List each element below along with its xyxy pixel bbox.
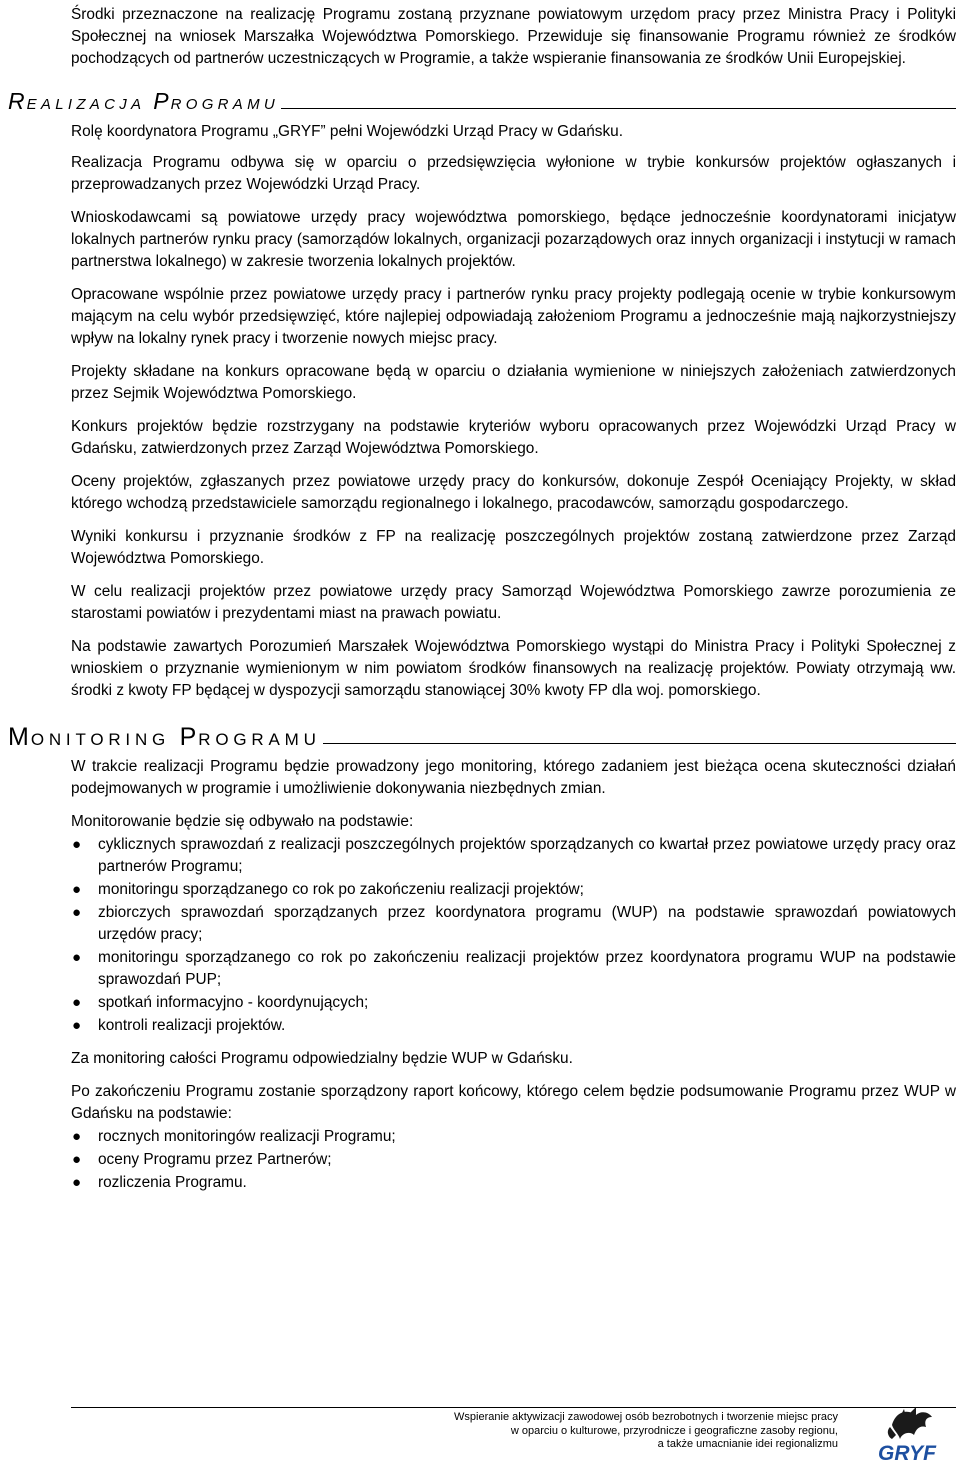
footer-line: a także umacnianie idei regionalizmu: [657, 1438, 838, 1450]
paragraph: W celu realizacji projektów przez powiatowe urzędy pracy Samorząd Województwa Pomorskiego zawrze porozumienia ze starostami powiatów i prezydentami miast na prawach powiatu.: [71, 583, 956, 622]
list-item: ● monitoringu sporządzanego co rok po zakończeniu realizacji projektów przez koordynatora programu WUP na podstawie sprawozdań PUP;: [72, 949, 956, 988]
section-heading-realizacja: [8, 89, 956, 115]
list-item: ● rocznych monitoringów realizacji Programu;: [71, 1126, 956, 1148]
bullet-icon: ●: [72, 1017, 82, 1034]
heading-rule: [281, 108, 956, 109]
final-report-label: Po zakończeniu Programu zostanie sporządzony raport końcowy, którego celem będzie podsumowanie Programu przez WUP w Gdańsku na podstawie:: [71, 1083, 956, 1122]
footer-line: w oparciu o kulturowe, przyrodnicze i geograficzne zasoby regionu,: [510, 1424, 838, 1437]
bullet-icon: ●: [72, 881, 82, 898]
final-report-list: [71, 1126, 956, 1194]
heading-rule: [323, 743, 956, 744]
list-item: ● rozliczenia Programu.: [71, 1172, 956, 1194]
bullet-icon: ●: [72, 1128, 82, 1145]
monitoring-intro: W trakcie realizacji Programu będzie prowadzony jego monitoring, którego zadaniem jest bieżąca ocena skuteczności działań podejmowanych w programie i umożliwienie dokonywania niezbędnych zmian.: [71, 758, 956, 797]
paragraph: Opracowane wspólnie przez powiatowe urzędy pracy i partnerów rynku pracy projekty podlegają ocenie w trybie konkursowym mającym na celu wybór przedsięwzięć, które najlepiej odpowiadają założeniom Programu a jednocześnie mają najkorzystniejszy wpływ na lokalny rynek pracy i tworzenie nowych miejsc pracy.: [71, 286, 956, 347]
list-item: ● zbiorczych sprawozdań sporządzanych przez koordynatora programu (WUP) na podstawie sprawozdań powiatowych urzędów pracy;: [72, 904, 956, 943]
gryf-logo-icon: [870, 1405, 944, 1463]
paragraph: Wyniki konkursu i przyznanie środków z FP na realizację poszczególnych projektów zostaną zatwierdzone przez Zarząd Województwa Pomorskiego.: [71, 528, 956, 567]
section-title-monitoring: MONITORING PROGRAMU: [8, 723, 321, 751]
bullet-icon: ●: [72, 949, 82, 966]
monitoring-basis-label: Monitorowanie będzie się odbywało na podstawie:: [71, 813, 414, 830]
monitoring-responsible: Za monitoring całości Programu odpowiedzialny będzie WUP w Gdańsku.: [71, 1050, 573, 1067]
section-heading-monitoring: [8, 724, 956, 750]
section-title-realizacja: REALIZACJA PROGRAMU: [8, 88, 280, 114]
list-item: ● spotkań informacyjno - koordynujących;: [71, 992, 956, 1014]
bullet-icon: ●: [72, 1174, 82, 1191]
bullet-icon: ●: [72, 994, 82, 1011]
footer-divider: [71, 1407, 956, 1408]
footer-tagline: [454, 1411, 838, 1452]
monitoring-basis-list: [71, 834, 956, 1037]
paragraph: Wnioskodawcami są powiatowe urzędy pracy województwa pomorskiego, będące jednocześnie koordynatorami inicjatyw lokalnych partnerów rynku pracy (samorządów lokalnych, organizacji pozarządowych oraz innych organizacji i instytucji w ramach partnerstwa lokalnego) w zakresie tworzenia lokalnych projektów.: [71, 209, 956, 270]
page-content: [8, 4, 956, 1205]
list-item: ● cyklicznych sprawozdań z realizacji poszczególnych projektów sporządzanych co kwartał przez powiatowe urzędy pracy oraz partnerów Programu;: [72, 836, 956, 875]
list-item: ● kontroli realizacji projektów.: [71, 1015, 956, 1037]
list-item: ● monitoringu sporządzanego co rok po zakończeniu realizacji projektów;: [71, 879, 956, 901]
paragraph: Realizacja Programu odbywa się w oparciu o przedsięwzięcia wyłonione w trybie konkursów projektów ogłaszanych i przeprowadzanych przez Wojewódzki Urząd Pracy.: [71, 154, 956, 193]
footer-line: Wspieranie aktywizacji zawodowej osób bezrobotnych i tworzenie miejsc pracy: [454, 1411, 838, 1423]
paragraph: Konkurs projektów będzie rozstrzygany na podstawie kryteriów wyboru opracowanych przez Wojewódzki Urząd Pracy w Gdańsku, zatwierdzonych przez Zarząd Województwa Pomorskiego.: [71, 418, 956, 457]
funding-paragraph: Środki przeznaczone na realizację Programu zostaną przyznane powiatowym urzędom pracy przez Ministra Pracy i Polityki Społecznej na wniosek Marszałka Województwa Pomorskiego. Przewiduje się finansowanie Programu również ze środków pochodzących od partnerów uczestniczących w Programie, a także wspieranie finansowania ze środków Unii Europejskiej.: [71, 6, 956, 67]
paragraph: Oceny projektów, zgłaszanych przez powiatowe urzędy pracy do konkursów, dokonuje Zespół Oceniający Projekty, w skład którego wchodzą przedstawiciele samorządu regionalnego i lokalnego, pracodawców, samorządu gospodarczego.: [71, 473, 956, 512]
paragraph: Projekty składane na konkurs opracowane będą w oparciu o działania wymienione w niniejszych założeniach zatwierdzonych przez Sejmik Województwa Pomorskiego.: [71, 363, 956, 402]
paragraph: Na podstawie zawartych Porozumień Marszałek Województwa Pomorskiego wystąpi do Ministra Pracy i Polityki Społecznej z wnioskiem o przyznanie wymienionym w nim powiatom środków finansowych na realizację projektów. Powiaty otrzymają ww. środki z kwoty FP będącej w dyspozycji samorządu stanowiącej 30% kwoty FP dla woj. pomorskiego.: [71, 638, 956, 699]
paragraph: Rolę koordynatora Programu „GRYF” pełni Wojewódzki Urząd Pracy w Gdańsku.: [71, 123, 624, 140]
bullet-icon: ●: [72, 836, 82, 853]
list-item: ● oceny Programu przez Partnerów;: [71, 1149, 956, 1171]
svg-text:GRYF: GRYF: [878, 1442, 936, 1463]
bullet-icon: ●: [72, 1151, 82, 1168]
bullet-icon: ●: [72, 904, 82, 921]
